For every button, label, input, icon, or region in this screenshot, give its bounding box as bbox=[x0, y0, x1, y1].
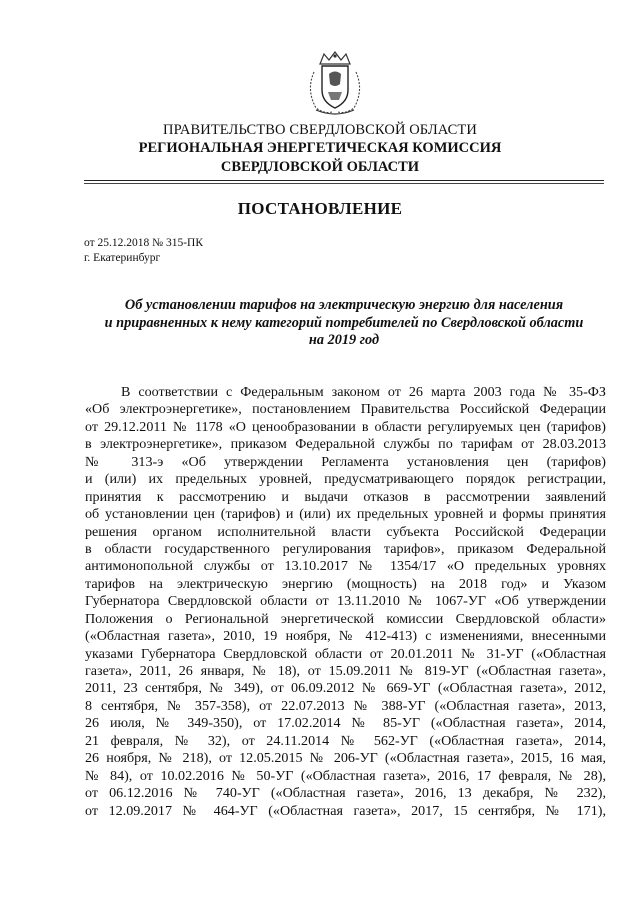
body-line: 8 сентября, № 357-358), от 22.07.2013 № 388-УГ («Областная газета», 2013, bbox=[85, 697, 606, 714]
body-line: В соответствии с Федеральным законом от 26 марта 2003 года № 35-ФЗ bbox=[121, 384, 606, 400]
document-city: г. Екатеринбург bbox=[84, 252, 161, 264]
body-line: № 313-э «Об утверждении Регламента установления цен (тарифов) bbox=[85, 453, 606, 470]
body-line: принятия к рассмотрению и выдачи отказов в рассмотрении заявлений bbox=[85, 488, 606, 505]
body-line: 21 февраля, № 32), от 24.11.2014 № 562-УГ («Областная газета», 2014, bbox=[85, 732, 606, 749]
document-body bbox=[85, 384, 606, 820]
header-divider-secondary bbox=[84, 183, 604, 184]
body-line: указами Губернатора Свердловской области от 20.01.2011 № 31-УГ («Областная bbox=[85, 645, 606, 662]
document-subject bbox=[84, 297, 604, 350]
body-line: антимонопольной службы от 13.10.2017 № 1354/17 «О предельных уровнях bbox=[85, 558, 606, 575]
body-line: от 12.09.2017 № 464-УГ («Областная газета», 2017, 15 сентября, № 171), bbox=[85, 802, 606, 819]
body-line: Губернатора Свердловской области от 13.11.2010 № 1067-УГ «Об утверждении bbox=[85, 593, 606, 610]
body-line: об установлении цен (тарифов) и (или) их предельных уровней и формы принятия bbox=[85, 506, 606, 523]
commission-name-line2: СВЕРДЛОВСКОЙ ОБЛАСТИ bbox=[220, 159, 420, 175]
document-date-number: от 25.12.2018 № 315-ПК bbox=[84, 237, 204, 249]
document-type-title: ПОСТАНОВЛЕНИЕ bbox=[237, 199, 403, 218]
body-line: 26 ноября, № 218), от 12.05.2015 № 206-УГ («Областная газета», 2015, 16 мая, bbox=[85, 750, 606, 767]
body-line: 26 июля, № 349-350), от 17.02.2014 № 85-УГ («Областная газета», 2014, bbox=[85, 715, 606, 732]
body-line: «Об электроэнергетике», постановлением Правительства Российской Федерации bbox=[85, 401, 606, 418]
body-line: в электроэнергетике», приказом Федеральной службы по тарифам от 28.03.2013 bbox=[85, 436, 606, 453]
coat-of-arms-icon bbox=[302, 50, 368, 118]
subject-line: и приравненных к нему категорий потребителей по Свердловской области bbox=[104, 314, 584, 331]
body-line: № 84), от 10.02.2016 № 50-УГ («Областная газета», 2016, 17 февраля, № 28), bbox=[85, 767, 606, 784]
government-name: ПРАВИТЕЛЬСТВО СВЕРДЛОВСКОЙ ОБЛАСТИ bbox=[163, 122, 477, 138]
body-line: решения органом исполнительной власти субъекта Российской Федерации bbox=[85, 523, 606, 540]
header-divider bbox=[84, 180, 604, 181]
subject-line: на 2019 год bbox=[308, 332, 380, 348]
commission-name-line1: РЕГИОНАЛЬНАЯ ЭНЕРГЕТИЧЕСКАЯ КОМИССИЯ bbox=[138, 140, 502, 156]
body-line: и (или) их предельных уровней, предусматривающего порядок регистрации, bbox=[85, 471, 606, 488]
body-line: от 29.12.2011 № 1178 «О ценообразовании в области регулируемых цен (тарифов) bbox=[85, 418, 606, 435]
body-line: от 06.12.2016 № 740-УГ («Областная газета», 2016, 13 декабря, № 232), bbox=[85, 785, 606, 802]
subject-line: Об установлении тарифов на электрическую энергию для населения bbox=[124, 297, 564, 313]
body-line: тарифов на электрическую энергию (мощность) на 2018 год» и Указом bbox=[85, 575, 606, 592]
body-line: газета», 2011, 26 января, № 18), от 15.09.2011 № 819-УГ («Областная газета», bbox=[85, 663, 606, 679]
body-line: 2011, 23 сентября, № 349), от 06.09.2012 № 669-УГ («Областная газета», 2012, bbox=[85, 680, 606, 697]
body-line: («Областная газета», 2010, 19 ноября, № 412-413) с изменениями, внесенными bbox=[85, 628, 606, 645]
body-line: в области государственного регулирования тарифов», приказом Федеральной bbox=[85, 540, 606, 557]
body-line: Положения о Региональной энергетической комиссии Свердловской области» bbox=[85, 610, 606, 627]
